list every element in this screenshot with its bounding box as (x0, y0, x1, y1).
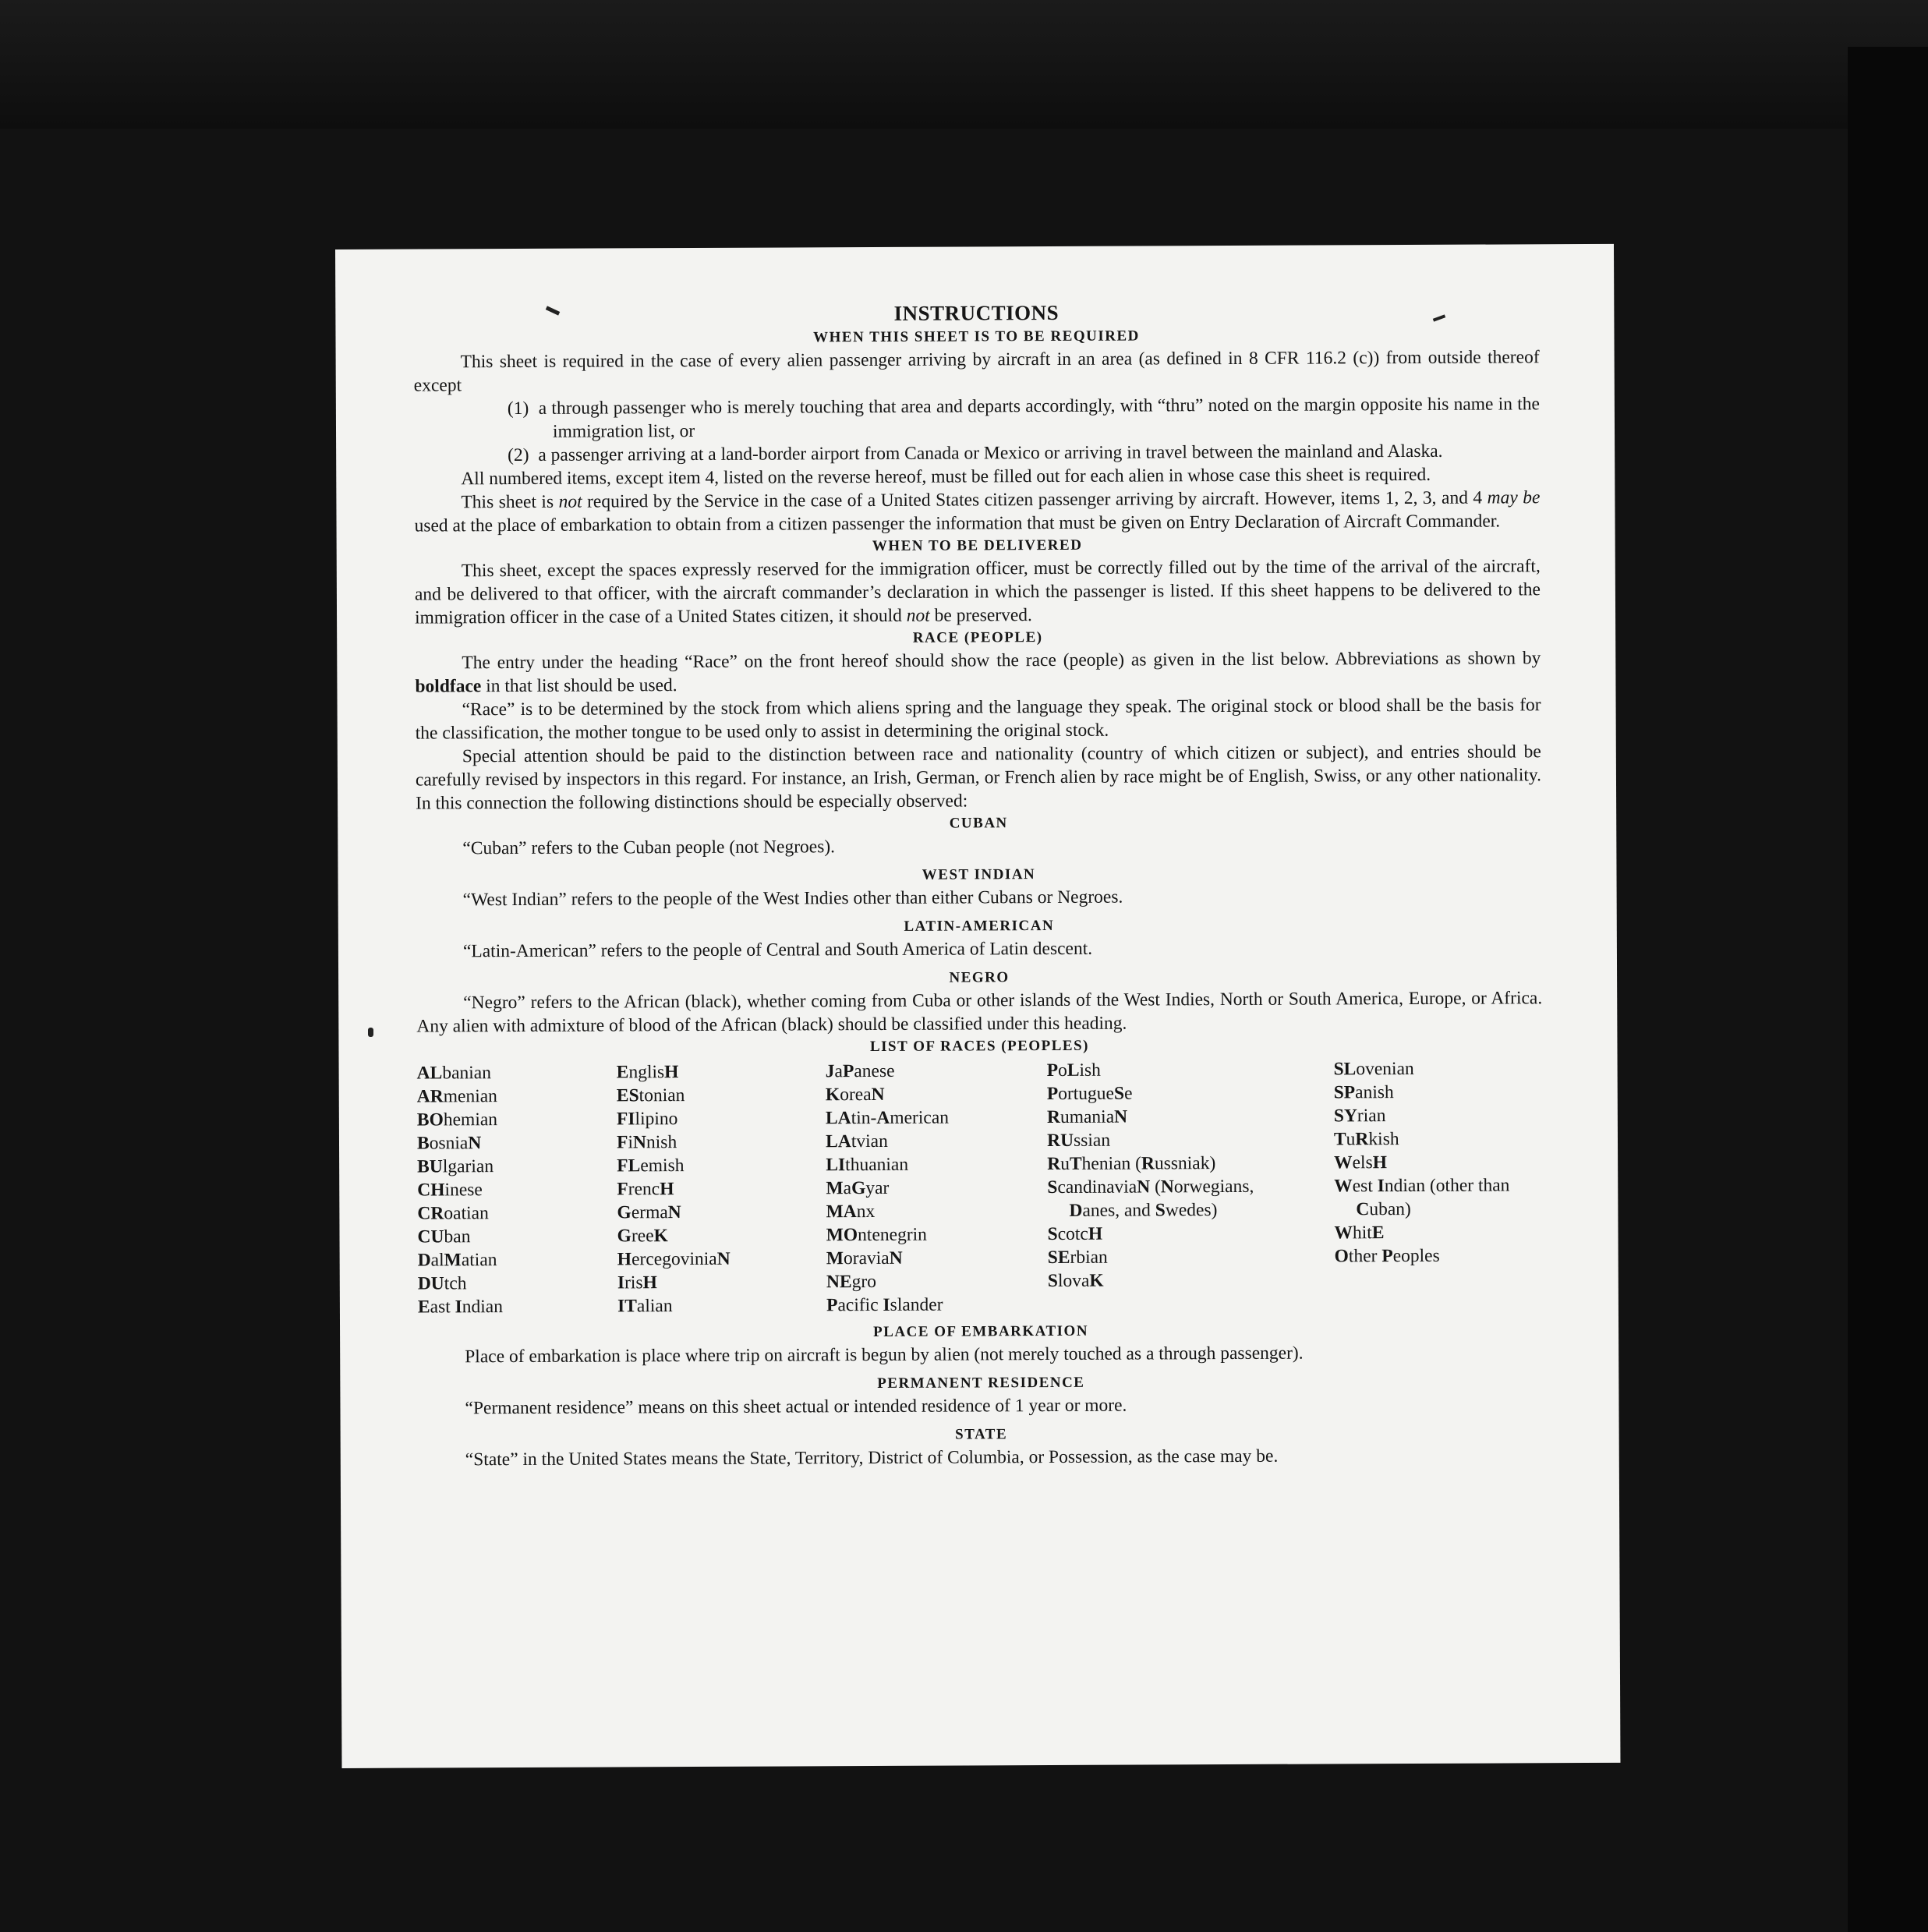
race-entry: LAtin-American (825, 1107, 950, 1129)
bold-text: boldface (415, 676, 482, 697)
race-entry: WelsH (1334, 1152, 1388, 1173)
item-text: a through passenger who is merely touching that area and departs accordingly, with “thru” noted on the margin opposite his name in the immigration list, or (538, 394, 1540, 442)
race-entry: RuThenian (Russniak) (1047, 1153, 1216, 1175)
heading-state: STATE (955, 1426, 1008, 1443)
page-title: INSTRUCTIONS (893, 300, 1060, 325)
text-run: This sheet, except the spaces expressly reserved for the immigration officer, must be correctly filled out by the time of the arrival of the aircraft, and be delivered to that officer, with the aircraft commander’s declaration in which the passenger is listed. If this sheet happens to be delivered to the immigration officer in the case of a United States citizen, it should (414, 556, 1541, 628)
race-entry: RUssian (1047, 1130, 1111, 1152)
heading-required: WHEN THIS SHEET IS TO BE REQUIRED (813, 327, 1140, 346)
race-entry: Pacific Islander (826, 1294, 943, 1316)
race-paragraph-1 (415, 646, 1541, 698)
race-column-4 (1047, 1058, 1272, 1316)
race-entry: MaGyar (826, 1177, 890, 1199)
race-entry: JaPanese (825, 1060, 895, 1082)
race-entry: RumaniaN (1046, 1106, 1128, 1128)
scan-right-band (1848, 47, 1928, 1932)
race-entry: PortugueSe (1046, 1083, 1133, 1105)
race-entry: PoLish (1046, 1060, 1101, 1081)
heading-race: RACE (PEOPLE) (912, 629, 1043, 646)
cuban-text: “Cuban” refers to the Cuban people (not Negroes). (462, 837, 836, 859)
race-entry: NEgro (826, 1271, 876, 1293)
race-column-1 (417, 1060, 618, 1318)
race-entry: BUlgarian (417, 1156, 494, 1177)
exception-item-1 (508, 392, 1540, 444)
race-entry: BosniaN (416, 1133, 482, 1154)
race-entry: SLovenian (1333, 1058, 1414, 1080)
citizen-paragraph (414, 486, 1540, 537)
heading-negro: NEGRO (949, 969, 1010, 986)
heading-delivered: WHEN TO BE DELIVERED (872, 536, 1083, 554)
heading-cuban: CUBAN (949, 815, 1008, 832)
scan-top-band (0, 0, 1928, 129)
race-column-3 (826, 1059, 1048, 1317)
emphasis-text: not (906, 605, 930, 626)
embarkation-text: Place of embarkation is place where trip on aircraft is begun by alien (not merely touched as a through passenger). (465, 1343, 1304, 1368)
race-entry: MOntenegrin (826, 1224, 927, 1246)
text-run: required by the Service in the case of a United States citizen passenger arriving by aircraft. However, items 1, 2, 3, and 4 (582, 487, 1488, 512)
race-entry: SErbian (1047, 1247, 1108, 1269)
item-text: a passenger arriving at a land-border airport from Canada or Mexico or arriving in travel between the mainland and Alaska. (538, 441, 1443, 465)
race-entry: ALbanian (416, 1063, 491, 1084)
item-number: (1) (507, 398, 529, 419)
race-column-5 (1334, 1056, 1544, 1315)
heading-list-of-races: LIST OF RACES (PEOPLES) (869, 1037, 1090, 1056)
race-entry: SPanish (1333, 1082, 1394, 1103)
race-entry: ScotcH (1047, 1223, 1103, 1245)
race-entry: FiNnish (617, 1132, 677, 1153)
race-entry: IrisH (617, 1272, 657, 1293)
scan-speck (368, 1028, 373, 1037)
race-entry: WhitE (1334, 1223, 1385, 1244)
race-entry: FIlipino (616, 1109, 678, 1130)
delivered-paragraph (415, 554, 1541, 629)
emphasis-text: may be (1487, 487, 1541, 508)
race-entry: DUtch (417, 1273, 467, 1294)
race-entry: GreeK (617, 1226, 668, 1247)
race-entry: CRoatian (417, 1203, 489, 1224)
race-entry: GermaN (617, 1202, 681, 1223)
required-intro: This sheet is required in the case of every alien passenger arriving by aircraft in an area (as defined in 8 CFR 116.2 (c)) from outside thereof except (413, 347, 1540, 396)
race-entry: EStonian (616, 1085, 685, 1106)
race-entry: EnglisH (616, 1062, 679, 1083)
heading-embarkation: PLACE OF EMBARKATION (873, 1322, 1089, 1341)
race-entry: MoraviaN (826, 1247, 903, 1269)
race-entry: TuRkish (1333, 1129, 1399, 1150)
state-text: “State” in the United States means the State, Territory, District of Columbia, or Possession, as the case may be. (465, 1445, 1279, 1470)
race-entry: KoreaN (825, 1084, 885, 1106)
text-run: used at the place of embarkation to obtain from a citizen passenger the information that must be given on Entry Declaration of Aircraft Commander. (414, 511, 1501, 536)
race-entry: LAtvian (826, 1131, 888, 1152)
text-run: This sheet is (461, 491, 559, 513)
negro-text: “Negro” refers to the African (black), whether coming from Cuba or other islands of the West Indies, North or South America, Europe, or Africa. Any alien with admixture of blood of the African (black) should be classified under this heading. (416, 988, 1543, 1037)
text-run: in that list should be used. (481, 675, 677, 697)
race-entry: ITalian (617, 1296, 673, 1317)
emphasis-text: not (558, 491, 582, 512)
race-paragraph-2: “Race” is to be determined by the stock from which aliens spring and the language they speak. The original stock or blood shall be the basis for the classification, the mother tongue to be used only to assist in determining the original stock. (415, 695, 1541, 744)
race-entry: MAnx (826, 1201, 876, 1223)
race-entry: LIthuanian (826, 1154, 909, 1176)
heading-latin-american: LATIN-AMERICAN (904, 917, 1055, 935)
race-entry: FrencH (617, 1179, 674, 1200)
race-entry: CUban (417, 1226, 471, 1247)
document-page (335, 244, 1620, 1768)
latin-american-text: “Latin-American” refers to the people of Central and South America of Latin descent. (462, 938, 1093, 962)
race-entry: DalMatian (417, 1250, 497, 1271)
west-indian-text: “West Indian” refers to the people of the West Indies other than either Cubans or Negroes. (462, 886, 1123, 911)
race-list (417, 1056, 1544, 1318)
race-entry: West Indian (other than Cuban) (1334, 1175, 1510, 1220)
race-entry: CHinese (417, 1180, 483, 1201)
race-entry: FLemish (617, 1155, 685, 1177)
heading-west-indian: WEST INDIAN (922, 866, 1036, 883)
race-entry: SYrian (1333, 1106, 1386, 1127)
residence-text: “Permanent residence” means on this sheet actual or intended residence of 1 year or more. (465, 1395, 1127, 1419)
race-entry: Other Peoples (1334, 1245, 1440, 1267)
race-entry: SlovaK (1047, 1270, 1104, 1292)
race-entry: East Indian (417, 1297, 504, 1318)
heading-residence: PERMANENT RESIDENCE (877, 1374, 1085, 1392)
race-paragraph-3: Special attention should be paid to the distinction between race and nationality (country of which citizen or subject), and entries should be carefully revised by inspectors in this regard. For instance, an Irish, German, or French alien by race might be of English, Swiss, or any other nationality. In this connection the following distinctions should be especially observed: (415, 741, 1542, 814)
race-entry: ScandinaviaN (Norwegians, Danes, and Swedes) (1047, 1176, 1254, 1221)
item-number: (2) (508, 444, 529, 466)
race-entry: BOhemian (416, 1109, 498, 1131)
race-entry: ARmenian (416, 1086, 497, 1107)
race-entry: HercegoviniaN (617, 1248, 731, 1270)
numbered-items-paragraph: All numbered items, except item 4, listed on the reverse hereof, must be filled out for each alien in whose case this sheet is required. (461, 464, 1431, 490)
text-run: be preserved. (929, 605, 1032, 626)
text-run: The entry under the heading “Race” on the front hereof should show the race (people) as given in the list below. Abbreviations as shown by (462, 648, 1541, 674)
race-column-2 (617, 1060, 826, 1318)
